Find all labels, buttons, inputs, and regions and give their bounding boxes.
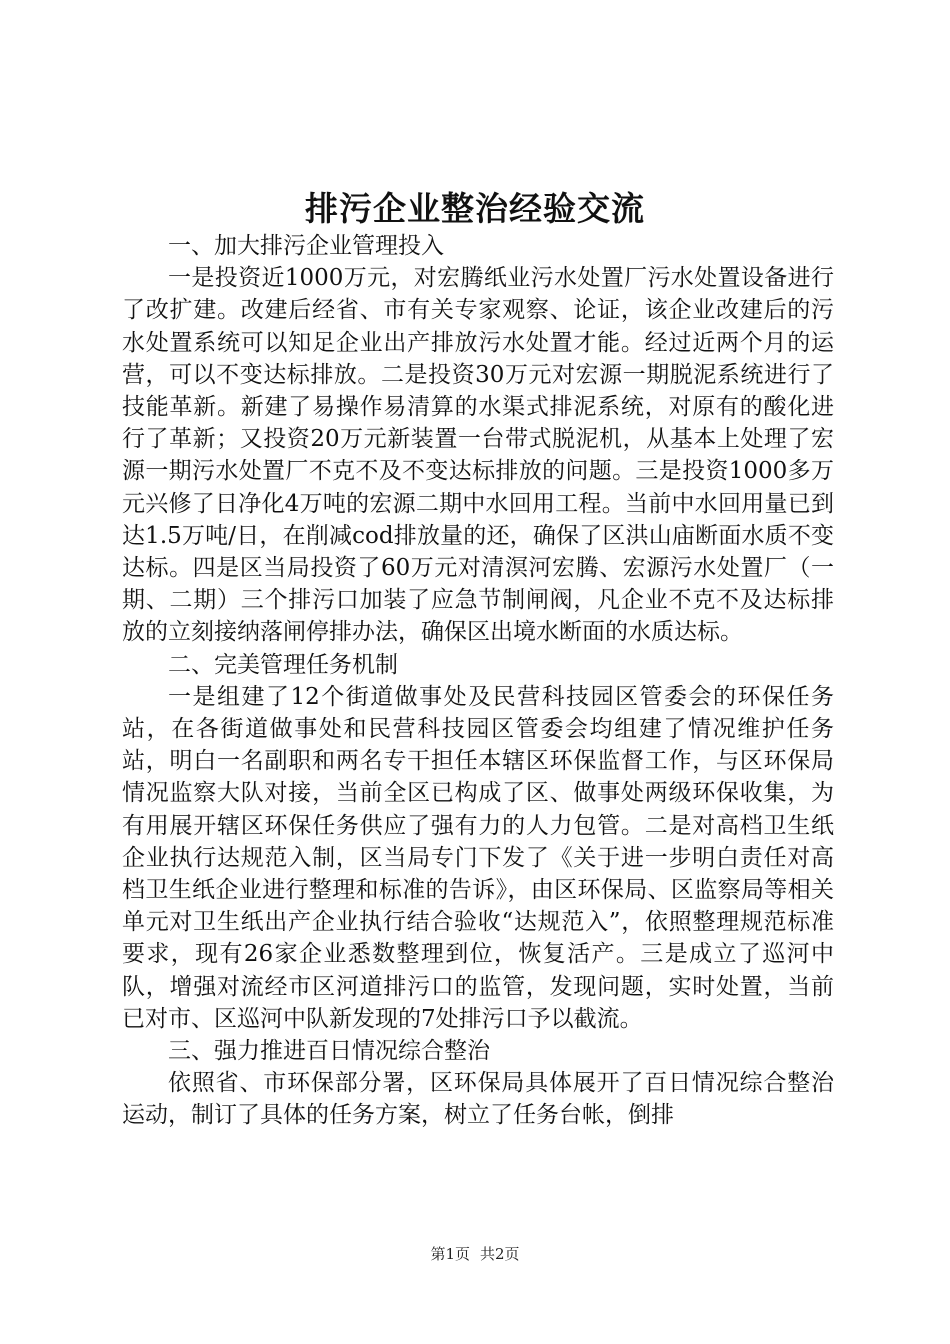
section-heading-3: 三、强力推进百日情况综合整治 [168, 1038, 490, 1065]
document-title: 排污企业整治经验交流 [305, 189, 645, 228]
page-number: 第1页 [430, 1245, 470, 1263]
document-body [122, 230, 834, 1132]
page-total: 共2页 [480, 1245, 520, 1263]
body-paragraph-1: 一是投资近1000万元，对宏腾纸业污水处置厂污水处置设备进行了改扩建。改建后经省、市有关专家观察、论证，该企业改建后的污水处置系统可以知足企业出产排放污水处置才能。经过近两个月的运营，可以不变达标排放。二是投资30万元对宏源一期脱泥系统进行了技能革新。新建了易操作易清算的水渠式排泥系统，对原有的酸化进行了革新；又投资20万元新装置一台带式脱泥机，从基本上处理了宏源一期污水处置厂不克不及不变达标排放的问题。三是投资1000多万元兴修了日净化4万吨的宏源二期中水回用工程。当前中水回用量已到达1.5万吨/日，在削减cod排放量的还，确保了区洪山庙断面水质不变达标。四是区当局投资了60万元对清溟河宏腾、宏源污水处置厂（一期、二期）三个排污口加装了应急节制闸阀，凡企业不克不及达标排放的立刻接纳落闸停排办法，确保区出境水断面的水质达标。 [122, 265, 834, 646]
section-heading-1: 一、加大排污企业管理投入 [168, 233, 444, 259]
body-paragraph-3: 依照省、市环保部分署，区环保局具体展开了百日情况综合整治运动，制订了具体的任务方案，树立了任务台帐，倒排 [122, 1070, 834, 1129]
section-heading-2: 二、完美管理任务机制 [168, 651, 398, 678]
page-footer [0, 1244, 950, 1264]
body-paragraph-2: 一是组建了12个街道做事处及民营科技园区管委会的环保任务站，在各街道做事处和民营科技园区管委会均组建了情况维护任务站，明白一名副职和两名专干担任本辖区环保监督工作，与区环保局情况监察大队对接，当前全区已构成了区、做事处两级环保收集，为有用展开辖区环保任务供应了强有力的人力包管。二是对高档卫生纸企业执行达规范入制，区当局专门下发了《关于进一步明白责任对高档卫生纸企业进行整理和标准的告诉》，由区环保局、区监察局等相关单元对卫生纸出产企业执行结合验收“达规范入”，依照整理规范标准要求，现有26家企业悉数整理到位，恢复活产。三是成立了巡河中队，增强对流经市区河道排污口的监管，发现问题，实时处置，当前已对市、区巡河中队新发现的7处排污口予以截流。 [122, 683, 834, 1032]
